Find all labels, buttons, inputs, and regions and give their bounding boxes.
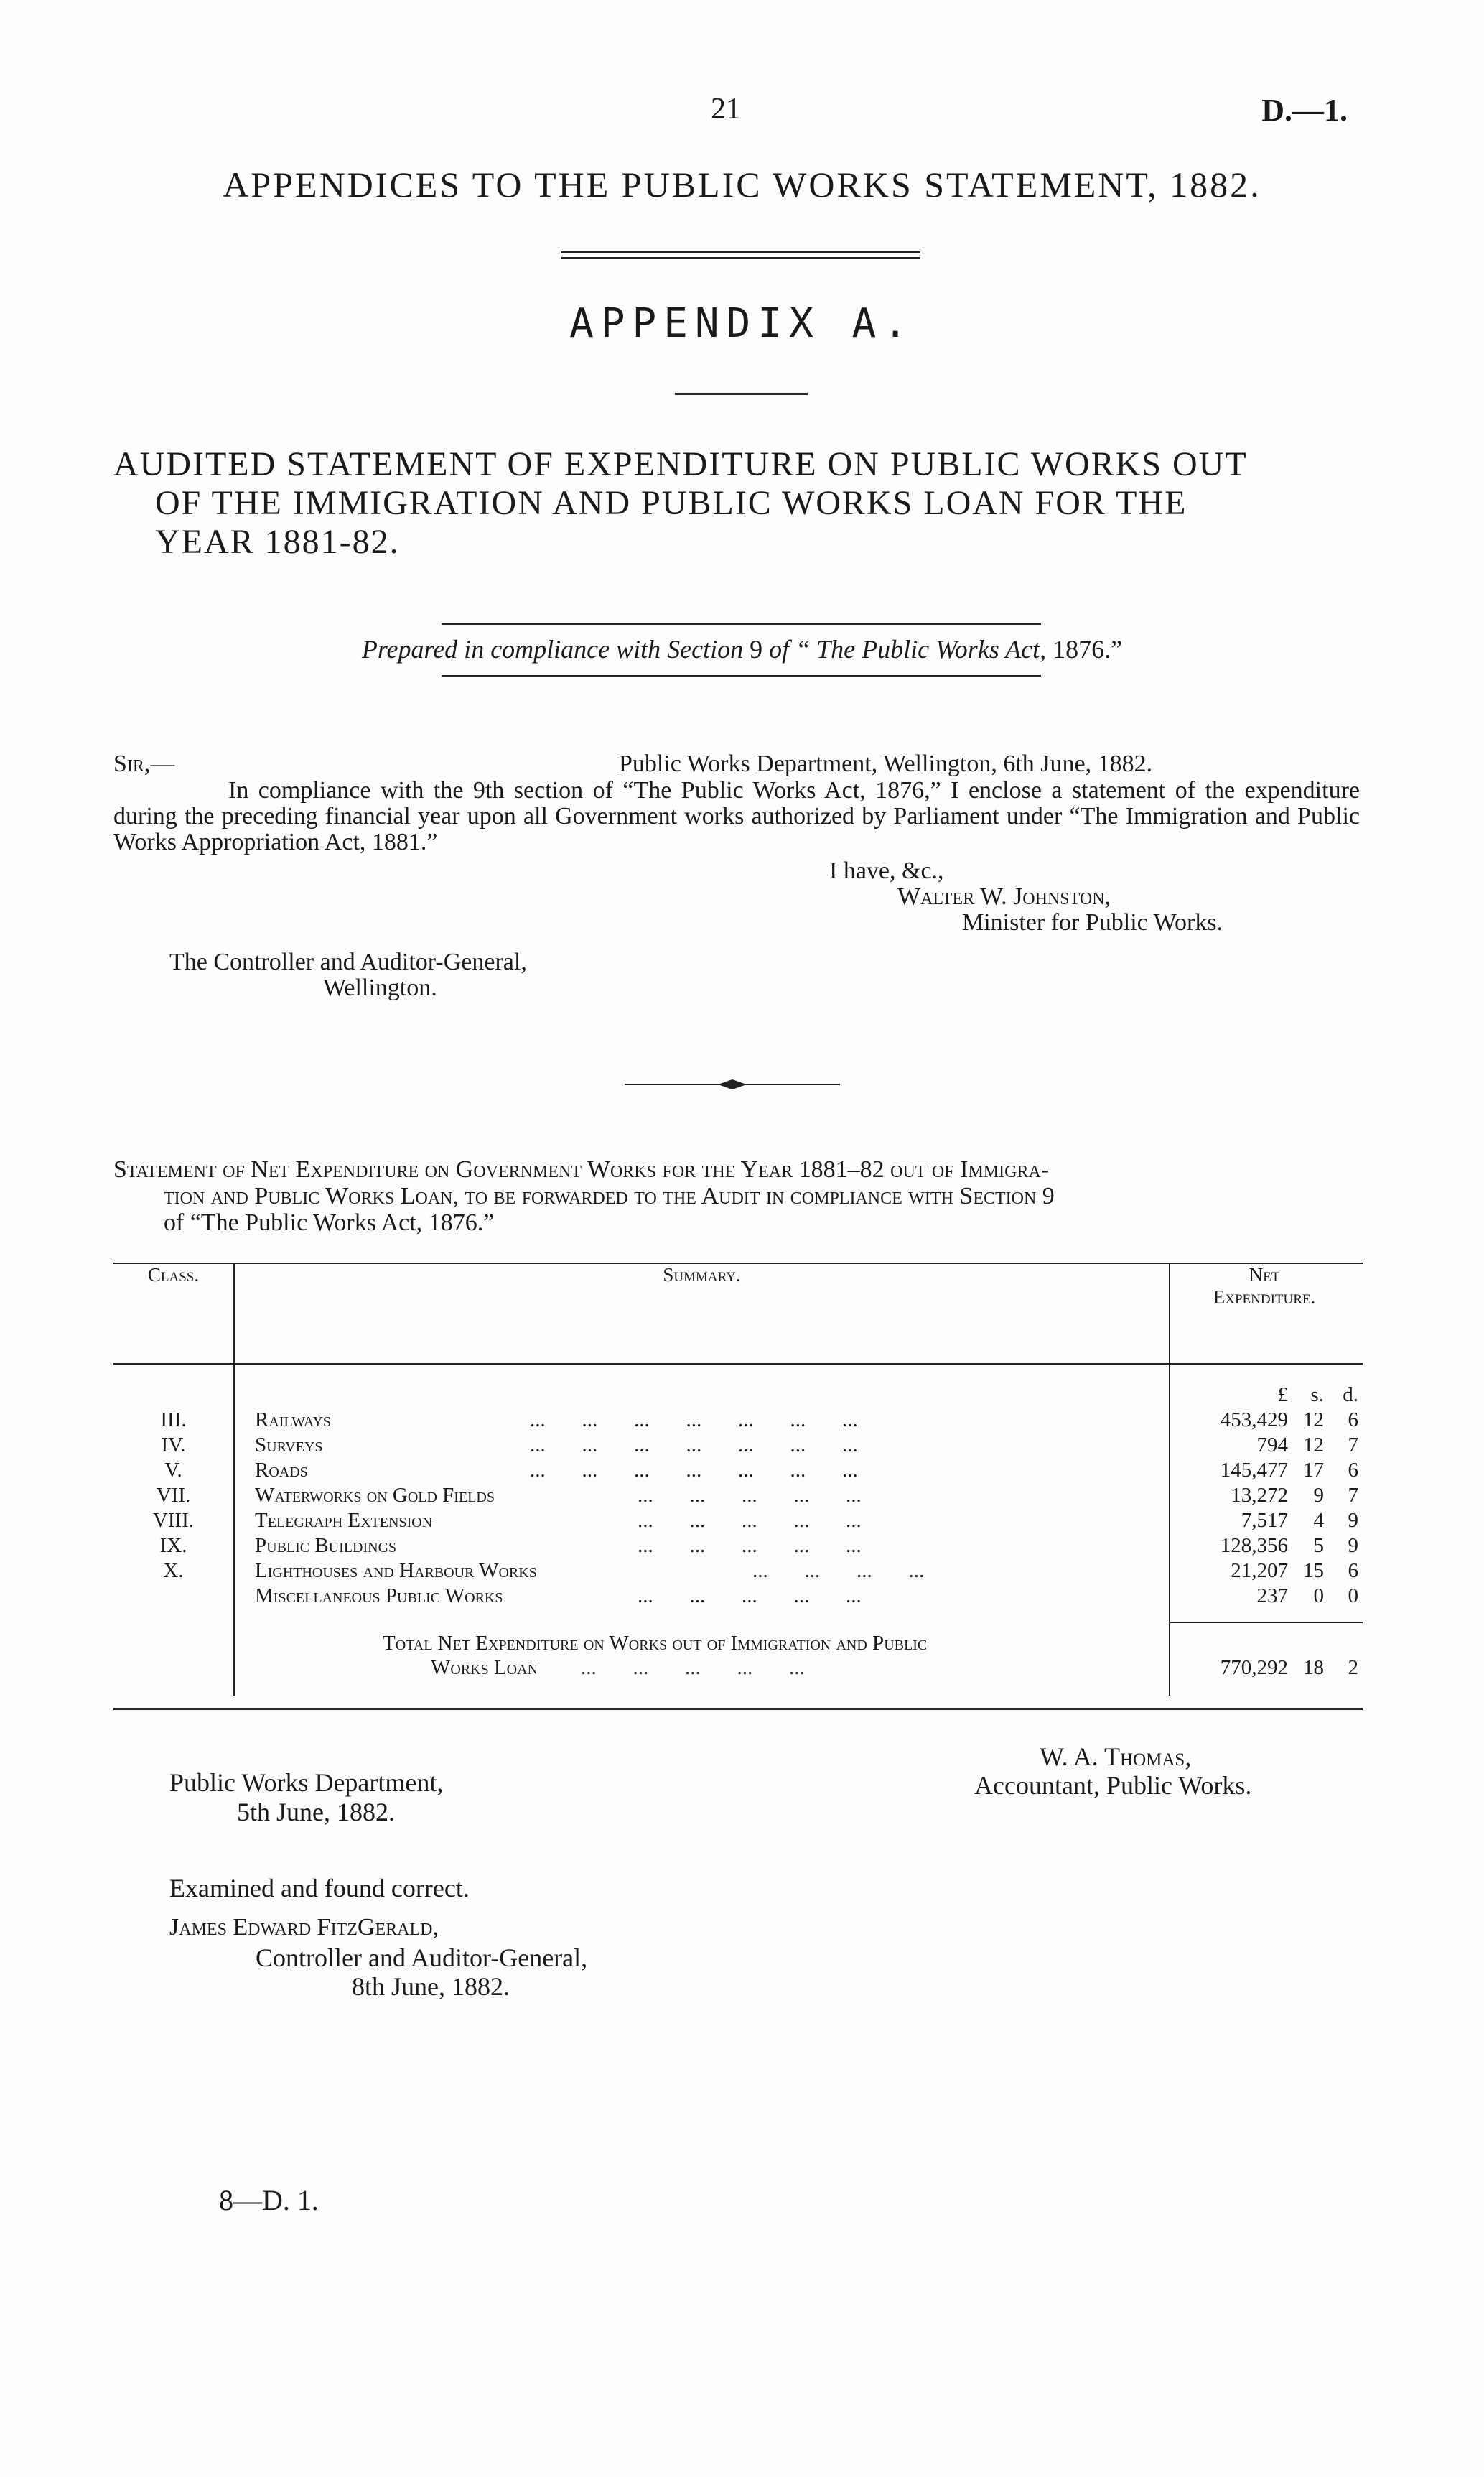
- total-label-line-1: Total Net Expenditure on Works out of Immigration and Public: [383, 1632, 928, 1655]
- addressee-line-1: The Controller and Auditor-General,: [169, 949, 527, 975]
- row-pounds: 453,429: [1220, 1408, 1288, 1431]
- row-class: X.: [113, 1558, 234, 1584]
- row-class: IX.: [113, 1533, 234, 1558]
- prepared-note-text: Prepared in compliance with Section: [361, 635, 744, 664]
- row-shillings: 12: [1303, 1433, 1324, 1456]
- row-pence: 6: [1348, 1408, 1358, 1431]
- ornamental-divider: [625, 1077, 840, 1092]
- letter-signatory-title: Minister for Public Works.: [962, 909, 1223, 936]
- main-title: APPENDICES TO THE PUBLIC WORKS STATEMENT, 1882.: [223, 164, 1261, 205]
- prepared-note-year: 1876.”: [1053, 635, 1123, 664]
- table-row: V. Roads ... ... ... ... ... ... ... 145,477 17 6: [113, 1458, 1363, 1483]
- title-divider-bottom: [561, 257, 920, 259]
- row-class: VIII.: [113, 1508, 234, 1533]
- row-item: Railways: [255, 1408, 332, 1431]
- table-row: III. Railways ... ... ... ... ... ... ... 453,429 12 6: [113, 1408, 1363, 1433]
- row-pence: 0: [1348, 1584, 1358, 1607]
- row-pounds: 128,356: [1220, 1534, 1288, 1557]
- row-pounds: 237: [1256, 1584, 1288, 1607]
- row-pounds: 21,207: [1231, 1559, 1288, 1582]
- prepared-rule-top: [442, 623, 1041, 625]
- header-class: Class.: [113, 1264, 234, 1364]
- currency-row: [113, 1365, 1363, 1408]
- row-item: Miscellaneous Public Works: [255, 1584, 503, 1607]
- row-item: Lighthouses and Harbour Works: [255, 1559, 537, 1582]
- row-class: III.: [113, 1408, 234, 1433]
- appendix-heading: APPENDIX A.: [569, 300, 915, 347]
- total-shillings: 18: [1303, 1656, 1324, 1679]
- table-row: VIII. Telegraph Extension ... ... ... ... ... 7,517 4 9: [113, 1508, 1363, 1533]
- row-class: [113, 1584, 234, 1622]
- letter-closing: I have, &c.,: [829, 858, 944, 884]
- currency-shillings: s.: [1310, 1383, 1324, 1406]
- row-shillings: 4: [1313, 1509, 1324, 1532]
- statement-intro-line-1: Statement of Net Expenditure on Government Works for the Year 1881–82 out of Immigra-: [113, 1156, 1050, 1183]
- prepared-note: [0, 634, 1484, 664]
- row-pence: 7: [1348, 1484, 1358, 1507]
- table-row: VII. Waterworks on Gold Fields ... ... ... ... ... 13,272 9 7: [113, 1483, 1363, 1508]
- report-title-line-2: OF THE IMMIGRATION AND PUBLIC WORKS LOAN FOR THE: [155, 484, 1187, 522]
- row-class: IV.: [113, 1433, 234, 1458]
- row-shillings: 5: [1313, 1534, 1324, 1557]
- prepared-rule-bottom: [442, 675, 1041, 677]
- row-item: Waterworks on Gold Fields: [255, 1484, 495, 1507]
- addressee-line-2: Wellington.: [323, 975, 437, 1001]
- header-net: Net: [1249, 1264, 1280, 1286]
- total-pence: 2: [1348, 1656, 1358, 1679]
- row-class: V.: [113, 1458, 234, 1483]
- row-shillings: 12: [1303, 1408, 1324, 1431]
- statement-intro-line-2: tion and Public Works Loan, to be forwarded to the Audit in compliance with Section 9: [164, 1183, 1055, 1209]
- row-pence: 9: [1348, 1509, 1358, 1532]
- row-shillings: 15: [1303, 1559, 1324, 1582]
- total-pounds: 770,292: [1220, 1656, 1288, 1679]
- currency-pounds: £: [1277, 1383, 1288, 1406]
- table-row: X. Lighthouses and Harbour Works ... ... ... ... 21,207 15 6: [113, 1558, 1363, 1584]
- row-pence: 9: [1348, 1534, 1358, 1557]
- table-row: IX. Public Buildings ... ... ... ... ... 128,356 5 9: [113, 1533, 1363, 1558]
- letter-place-date: Public Works Department, Wellington, 6th June, 1882.: [619, 750, 1153, 777]
- row-shillings: 9: [1313, 1484, 1324, 1507]
- table-row: Miscellaneous Public Works ... ... ... ... ... 237 0 0: [113, 1584, 1363, 1622]
- salutation: Sir,—: [113, 750, 175, 777]
- letter-body: In compliance with the 9th section of “The Public Works Act, 1876,” I enclose a statement of the expenditure during the preceding financial year upon all Government works authorized by Parliament under “The Immigration and Public Works Appropriation Act, 1881.”: [113, 777, 1360, 855]
- expenditure-table: [113, 1264, 1363, 1696]
- row-item: Surveys: [255, 1433, 323, 1456]
- report-title-line-3: YEAR 1881-82.: [155, 523, 400, 561]
- row-item: Telegraph Extension: [255, 1509, 433, 1532]
- table-bottom-rule: [113, 1708, 1363, 1710]
- appendix-underline: [675, 393, 808, 395]
- statement-intro-line-3: of “The Public Works Act, 1876.”: [164, 1209, 495, 1236]
- document-reference: D.—1.: [1261, 93, 1348, 128]
- row-item: Roads: [255, 1459, 308, 1482]
- table-header-row: [113, 1264, 1363, 1364]
- header-net-expenditure: [1170, 1264, 1363, 1364]
- prepared-note-act: “ The Public Works Act,: [795, 635, 1047, 664]
- signoff-department: Public Works Department,: [169, 1768, 444, 1797]
- row-pence: 6: [1348, 1459, 1358, 1482]
- report-title-line-1: AUDITED STATEMENT OF EXPENDITURE ON PUBLIC WORKS OUT: [113, 445, 1248, 483]
- page-number: 21: [711, 93, 741, 126]
- report-title: [113, 445, 1363, 562]
- row-pounds: 13,272: [1231, 1484, 1288, 1507]
- prepared-note-section: 9: [750, 635, 763, 664]
- row-class: VII.: [113, 1483, 234, 1508]
- total-label-line-2: Works Loan: [431, 1656, 538, 1679]
- header-summary: Summary.: [234, 1264, 1170, 1364]
- row-pence: 7: [1348, 1433, 1358, 1456]
- examined-note: Examined and found correct.: [169, 1874, 470, 1902]
- row-pence: 6: [1348, 1559, 1358, 1582]
- auditor-title: Controller and Auditor-General,: [256, 1943, 588, 1972]
- row-shillings: 17: [1303, 1459, 1324, 1482]
- total-row: Total Net Expenditure on Works out of Immigration and Public Works Loan ... ... ... ... ... 770,292 18 2: [113, 1622, 1363, 1696]
- row-pounds: 794: [1256, 1433, 1288, 1456]
- title-divider-top: [561, 251, 920, 253]
- row-pounds: 7,517: [1241, 1509, 1288, 1532]
- table-row: IV. Surveys ... ... ... ... ... ... ... 794 12 7: [113, 1433, 1363, 1458]
- prepared-note-of: of: [769, 635, 790, 664]
- letter-signatory: Walter W. Johnston,: [897, 883, 1111, 910]
- accountant-name: W. A. Thomas,: [1040, 1742, 1192, 1771]
- header-expenditure: Expenditure.: [1213, 1286, 1316, 1308]
- statement-intro: [113, 1156, 1360, 1236]
- auditor-date: 8th June, 1882.: [352, 1972, 510, 2001]
- footer-signature-mark: 8—D. 1.: [219, 2184, 319, 2216]
- signoff-department-date: 5th June, 1882.: [237, 1798, 395, 1826]
- auditor-name: James Edward FitzGerald,: [169, 1914, 439, 1941]
- row-shillings: 0: [1313, 1584, 1324, 1607]
- row-item: Public Buildings: [255, 1534, 397, 1557]
- row-pounds: 145,477: [1220, 1459, 1288, 1482]
- accountant-title: Accountant, Public Works.: [974, 1771, 1252, 1800]
- currency-pence: d.: [1343, 1383, 1358, 1406]
